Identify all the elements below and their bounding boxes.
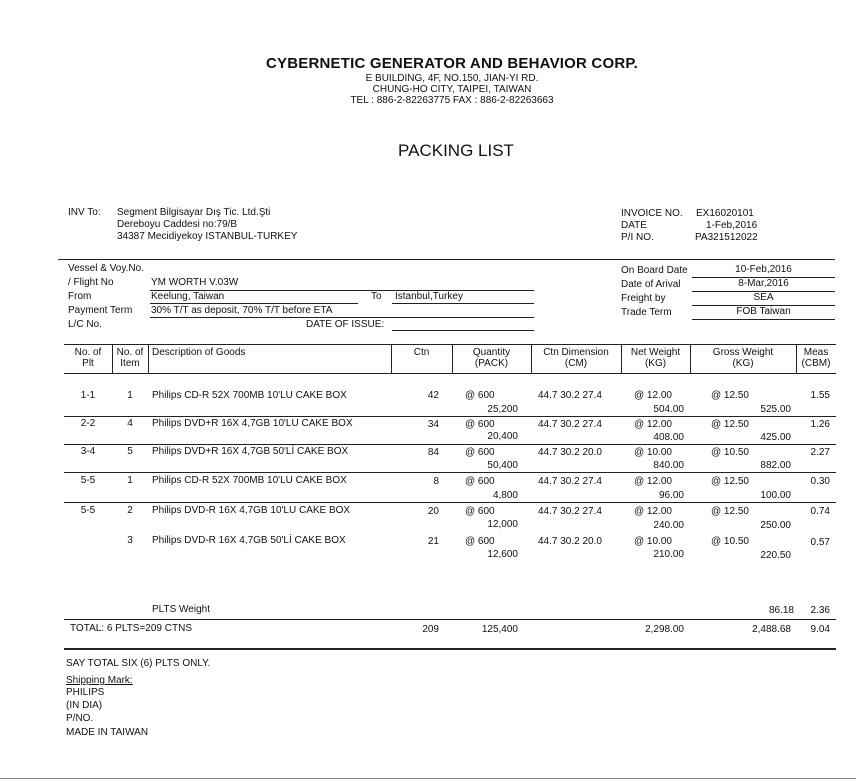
row-1-nw-each: @ 12.00	[634, 390, 672, 401]
row-2-qty-total: 20,400	[487, 431, 518, 442]
row-1-dimension: 44.7 30.2 27.4	[538, 390, 602, 401]
to-label: To	[371, 291, 382, 302]
row-2-ctn: 34	[427, 419, 439, 430]
page-edge	[0, 778, 856, 779]
shipping-mark-label: Shipping Mark:	[66, 675, 133, 686]
company-address-1: E BUILDING, 4F, NO.150, JIAN-YI RD.	[365, 73, 539, 84]
company-name: CYBERNETIC GENERATOR AND BEHAVIOR CORP.	[265, 55, 638, 72]
arrival-value: 8-Mar,2016	[738, 278, 789, 289]
row-2-gw-total: 425.00	[760, 432, 791, 443]
row-5-nw-total: 240.00	[653, 520, 684, 531]
row-6-gw-total: 220.50	[760, 550, 791, 561]
plts-weight-label: PLTS Weight	[152, 604, 210, 615]
table-top-rule	[64, 344, 836, 345]
row-1-gw-total: 525.00	[760, 404, 791, 415]
trade-term-label: Trade Term	[621, 307, 672, 318]
row-3-meas: 2.27	[810, 447, 830, 458]
row-4-meas: 0.30	[810, 476, 830, 487]
row-1-item: 1	[127, 390, 133, 401]
shipping-mark-line4: MADE IN TAIWAN	[66, 727, 149, 738]
inv-to-label: INV To:	[68, 207, 101, 218]
inv-to-line1: Segment Bilgisayar Dış Tic. Ltd.Şti	[117, 207, 271, 218]
row-4-qty-each: @ 600	[465, 476, 495, 487]
row-4-nw-total: 96.00	[658, 490, 684, 501]
shipping-mark-line1: PHILIPS	[66, 687, 105, 698]
company-address-2: CHUNG-HO CITY, TAIPEI, TAIWAN	[372, 84, 532, 95]
row-5-plt: 5-5	[80, 505, 96, 516]
shipping-mark-line3: P/NO.	[66, 713, 94, 724]
row-4-nw-each: @ 12.00	[634, 476, 672, 487]
row-5-gw-total: 250.00	[760, 520, 791, 531]
row-6-ctn: 21	[427, 536, 439, 547]
total-quantity: 125,400	[481, 624, 518, 635]
header-net-weight: Net Weight (KG)	[630, 347, 681, 369]
row-5-nw-each: @ 12.00	[634, 506, 672, 517]
row-6-meas: 0.57	[810, 537, 830, 548]
row-6-item: 3	[127, 535, 133, 546]
from-underline	[150, 303, 358, 304]
invoice-date-label: DATE	[621, 220, 647, 231]
from-label: From	[68, 291, 92, 302]
total-top-rule	[64, 619, 836, 620]
row-3-nw-total: 840.00	[653, 460, 684, 471]
total-bottom-rule	[64, 648, 836, 650]
flight-label: / Flight No	[68, 277, 114, 288]
row-3-description: Philips DVD+R 16X 4,7GB 50'Lİ CAKE BOX	[152, 446, 349, 457]
row-3-qty-total: 50,400	[487, 460, 518, 471]
onboard-value: 10-Feb,2016	[735, 264, 792, 275]
trade-term-value: FOB Taiwan	[736, 306, 791, 317]
row-4-description: Philips CD-R 52X 700MB 10'LU CAKE BOX	[152, 475, 347, 486]
row-5-meas: 0.74	[810, 506, 830, 517]
date-of-issue-label: DATE OF ISSUE:	[306, 319, 385, 330]
row-1-gw-each: @ 12.50	[711, 390, 749, 401]
row-1-description: Philips CD-R 52X 700MB 10'LU CAKE BOX	[152, 390, 347, 401]
row-6-qty-each: @ 600	[465, 536, 495, 547]
row-6-qty-total: 12,600	[487, 549, 518, 560]
row-2-nw-total: 408.00	[653, 432, 684, 443]
plts-weight-gw: 86.18	[768, 605, 794, 616]
row-3-item: 5	[127, 446, 133, 457]
row-2-meas: 1.26	[810, 419, 830, 430]
row-1-nw-total: 504.00	[653, 404, 684, 415]
row-6-description: Philips DVD-R 16X 4,7GB 50'Lİ CAKE BOX	[152, 535, 346, 546]
to-underline	[392, 303, 534, 304]
total-ctn: 209	[422, 624, 439, 635]
inv-to-line3: 34387 Mecidiyekoy ISTANBUL-TURKEY	[117, 231, 298, 242]
lc-no-label: L/C No.	[68, 319, 102, 330]
row-3-plt: 3-4	[80, 446, 96, 457]
shipping-mark-line2: (IN DIA)	[66, 700, 103, 711]
shipping-top-rule	[58, 259, 835, 260]
say-total: SAY TOTAL SIX (6) PLTS ONLY.	[66, 658, 211, 669]
table-header-rule	[64, 373, 836, 374]
row-4-gw-total: 100.00	[760, 490, 791, 501]
header-item: No. of Item	[116, 347, 144, 369]
row-5-dimension: 44.7 30.2 27.4	[538, 506, 602, 517]
row-2-item: 4	[127, 418, 133, 429]
row-3-ctn: 84	[427, 447, 439, 458]
flight-value: YM WORTH V.03W	[151, 277, 239, 288]
header-meas: Meas (CBM)	[801, 347, 831, 369]
row-rule	[64, 502, 836, 503]
row-2-nw-each: @ 12.00	[634, 419, 672, 430]
pi-no-label: P/I NO.	[621, 232, 654, 243]
inv-to-line2: Dereboyu Caddesi no:79/B	[117, 219, 238, 230]
vessel-label: Vessel & Voy.No.	[68, 263, 144, 274]
row-4-gw-each: @ 12.50	[711, 476, 749, 487]
payment-value: 30% T/T as deposit, 70% T/T before ETA	[151, 305, 333, 316]
payment-underline	[150, 317, 534, 318]
row-4-plt: 5-5	[80, 475, 96, 486]
header-gross-weight: Gross Weight (KG)	[712, 347, 774, 369]
total-gross-weight: 2,488.68	[752, 624, 791, 635]
row-5-qty-total: 12,000	[487, 519, 518, 530]
row-6-dimension: 44.7 30.2 20.0	[538, 536, 602, 547]
row-6-nw-each: @ 10.00	[634, 536, 672, 547]
row-3-nw-each: @ 10.00	[634, 447, 672, 458]
row-2-qty-each: @ 600	[465, 419, 495, 430]
invoice-no-value: EX16020101	[696, 208, 754, 219]
header-description: Description of Goods	[152, 347, 246, 358]
row-4-ctn: 8	[433, 476, 439, 487]
row-5-qty-each: @ 600	[465, 506, 495, 517]
freight-value: SEA	[753, 292, 774, 303]
row-1-qty-each: @ 600	[465, 390, 495, 401]
invoice-no-label: INVOICE NO.	[621, 208, 683, 219]
row-4-item: 1	[127, 475, 133, 486]
row-5-gw-each: @ 12.50	[711, 506, 749, 517]
row-1-ctn: 42	[427, 390, 439, 401]
row-1-meas: 1.55	[810, 390, 830, 401]
invoice-date-value: 1-Feb,2016	[706, 220, 758, 231]
header-plt: No. of Plt	[74, 347, 102, 369]
pi-no-value: PA321512022	[695, 232, 758, 243]
from-value: Keelung, Taiwan	[151, 291, 225, 302]
total-meas: 9.04	[810, 624, 830, 635]
total-label: TOTAL: 6 PLTS=209 CTNS	[70, 623, 192, 634]
row-5-item: 2	[127, 505, 133, 516]
row-4-dimension: 44.7 30.2 27.4	[538, 476, 602, 487]
row-rule	[64, 416, 836, 417]
row-6-gw-each: @ 10.50	[711, 536, 749, 547]
row-3-dimension: 44.7 30.2 20.0	[538, 447, 602, 458]
freight-label: Freight by	[621, 293, 666, 304]
row-3-gw-each: @ 10.50	[711, 447, 749, 458]
company-phone: TEL : 886-2-82263775 FAX : 886-2-82263663	[350, 95, 554, 106]
header-ctn: Ctn	[413, 347, 430, 358]
issue-underline	[392, 330, 534, 331]
row-2-gw-each: @ 12.50	[711, 419, 749, 430]
row-3-gw-total: 882.00	[760, 460, 791, 471]
to-value: Istanbul,Turkey	[395, 291, 463, 302]
row-4-qty-total: 4,800	[492, 490, 518, 501]
row-6-nw-total: 210.00	[653, 549, 684, 560]
row-1-plt: 1-1	[80, 390, 96, 401]
row-5-description: Philips DVD-R 16X 4,7GB 10'LU CAKE BOX	[152, 505, 351, 516]
row-5-ctn: 20	[427, 506, 439, 517]
row-rule	[64, 444, 836, 445]
payment-label: Payment Term	[68, 305, 133, 316]
row-rule	[64, 472, 836, 473]
document-title: PACKING LIST	[398, 141, 514, 160]
arrival-label: Date of Arival	[621, 279, 681, 290]
header-quantity: Quantity (PACK)	[472, 347, 511, 369]
col-divider	[148, 344, 149, 374]
row-1-qty-total: 25,200	[487, 404, 518, 415]
total-net-weight: 2,298.00	[645, 624, 684, 635]
header-ctn-dimension: Ctn Dimension (CM)	[543, 347, 609, 369]
trade-underline	[692, 319, 835, 320]
row-2-description: Philips DVD+R 16X 4,7GB 10'LU CAKE BOX	[152, 418, 353, 429]
row-2-plt: 2-2	[80, 418, 96, 429]
plts-weight-meas: 2.36	[810, 605, 830, 616]
row-2-dimension: 44.7 30.2 27.4	[538, 419, 602, 430]
onboard-label: On Board Date	[621, 265, 688, 276]
row-3-qty-each: @ 600	[465, 447, 495, 458]
